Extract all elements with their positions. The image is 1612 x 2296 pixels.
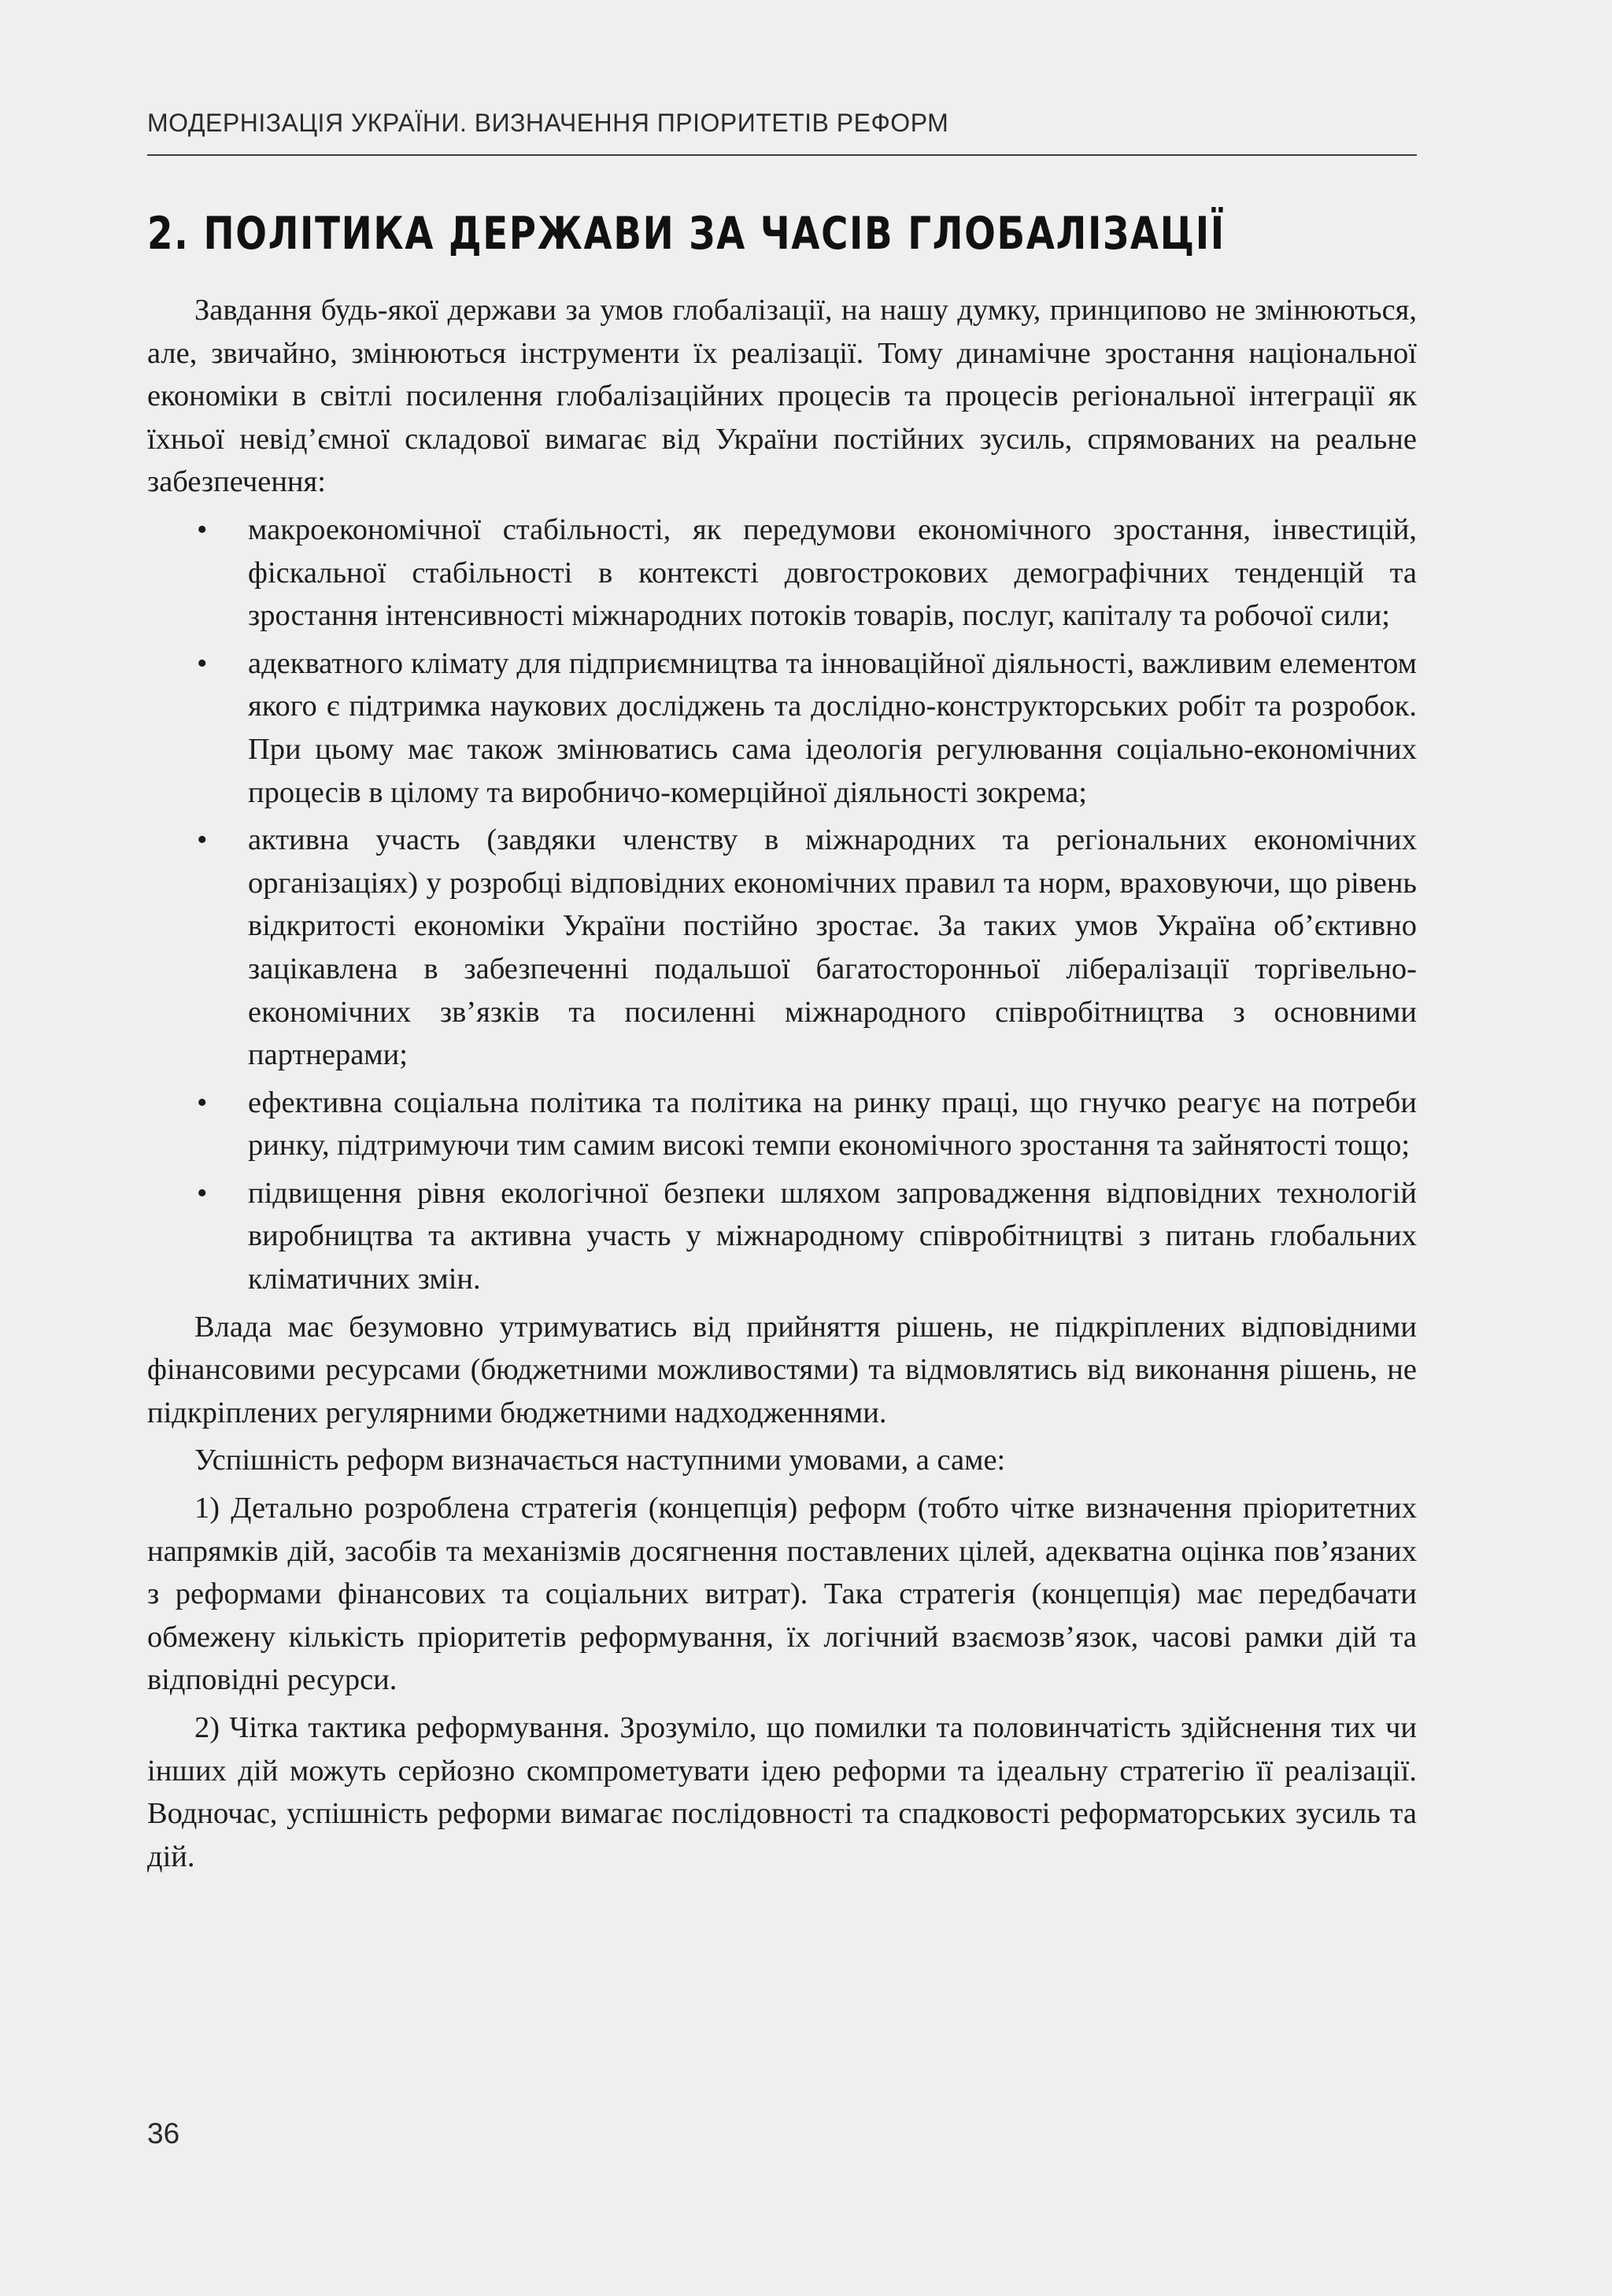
page-number: 36 — [147, 2117, 180, 2150]
list-item-text: адекватного клімату для підприємництва та інноваційної діяльності, важливим елементом якого є підтримка наукових досліджень та дослідно-конструкторських робіт та розробок. При цьому має також змінюватись сама ідеологія регулювання соціально-економічних процесів в цілому та виробничо-комерційної діяльності зокрема; — [248, 646, 1417, 809]
list-item-text: ефективна соціальна політика та політика на ринку праці, що гнучко реагує на потреби ринку, підтримуючи тим самим високі темпи економічного зростання та зайнятості тощо; — [248, 1085, 1417, 1163]
list-item-text: макроекономічної стабільності, як передумови економічного зростання, інвестицій, фіскальної стабільності в контексті довгострокових демографічних тенденцій та зростання інтенсивності міжнародних потоків товарів, послуг, капіталу та робочої сили; — [248, 512, 1417, 633]
list-item — [147, 1081, 1417, 1167]
chapter-title: 2. ПОЛІТИКА ДЕРЖАВИ ЗА ЧАСІВ ГЛОБАЛІЗАЦІЇ — [147, 208, 1226, 260]
strategy-paragraph: 1) Детально розроблена стратегія (концепція) реформ (тобто чітке визначення пріоритетних напрямків дій, засобів та механізмів досягнення поставлених цілей, адекватна оцінка пов’язаних з реформами фінансових та соціальних витрат). Така стратегія (концепція) має передбачати обмежену кількість пріоритетів реформування, їх логічний взаємозв’язок, часові рамки дій та відповідні ресурси. — [147, 1492, 1417, 1697]
tactics-paragraph: 2) Чітка тактика реформування. Зрозуміло, що помилки та половинчатість здійснення тих чи інших дій можуть серйозно скомпрометувати ідею реформи та ідеальну стратегію її реалізації. Водночас, успішність реформи вимагає послідовності та спадковості реформаторських зусиль та дій. — [147, 1711, 1417, 1873]
list-item-text: підвищення рівня екологічної безпеки шляхом запровадження відповідних технологій виробництва та активна участь у міжнародному співробітництві з питань глобальних кліматичних змін. — [248, 1176, 1417, 1296]
running-header: МОДЕРНІЗАЦІЯ УКРАЇНИ. ВИЗНАЧЕННЯ ПРІОРИТЕТІВ РЕФОРМ — [147, 109, 949, 137]
bullet-list — [147, 508, 1417, 1301]
bullet-icon: • — [197, 1176, 208, 1210]
list-item — [147, 1172, 1417, 1301]
bullet-icon: • — [197, 1085, 208, 1119]
list-item — [147, 642, 1417, 814]
bullet-icon: • — [197, 512, 208, 546]
list-item — [147, 508, 1417, 638]
bullet-icon: • — [197, 646, 208, 680]
success-paragraph: Успішність реформ визначається наступними умовами, а саме: — [194, 1444, 1006, 1477]
bullet-icon: • — [197, 823, 208, 857]
header-rule — [147, 154, 1417, 156]
list-item — [147, 819, 1417, 1077]
list-item-text: активна участь (завдяки членству в міжнародних та регіональних економічних організаціях) у розробці відповідних економічних правил та норм, враховуючи, що рівень відкритості економіки України постійно зростає. За таких умов Україна об’єктивно зацікавлена в забезпеченні подальшої багатосторонньої лібералізації торгівельно-економічних зв’язків та посиленні міжнародного співробітництва з основними партнерами; — [248, 823, 1417, 1072]
authority-paragraph: Влада має безумовно утримуватись від прийняття рішень, не підкріплених відповідними фінансовими ресурсами (бюджетними можливостями) та відмовлятись від виконання рішень, не підкріплених регулярними бюджетними надходженнями. — [147, 1310, 1417, 1429]
body-text — [147, 289, 1417, 1883]
intro-paragraph: Завдання будь-якої держави за умов глобалізації, на нашу думку, принципово не змінюються, але, звичайно, змінюються інструменти їх реалізації. Тому динамічне зростання національної економіки в світлі посилення глобалізаційних процесів та процесів регіональної інтеграції як їхньої невід’ємної складової вимагає від України постійних зусиль, спрямованих на реальне забезпечення: — [147, 294, 1417, 499]
